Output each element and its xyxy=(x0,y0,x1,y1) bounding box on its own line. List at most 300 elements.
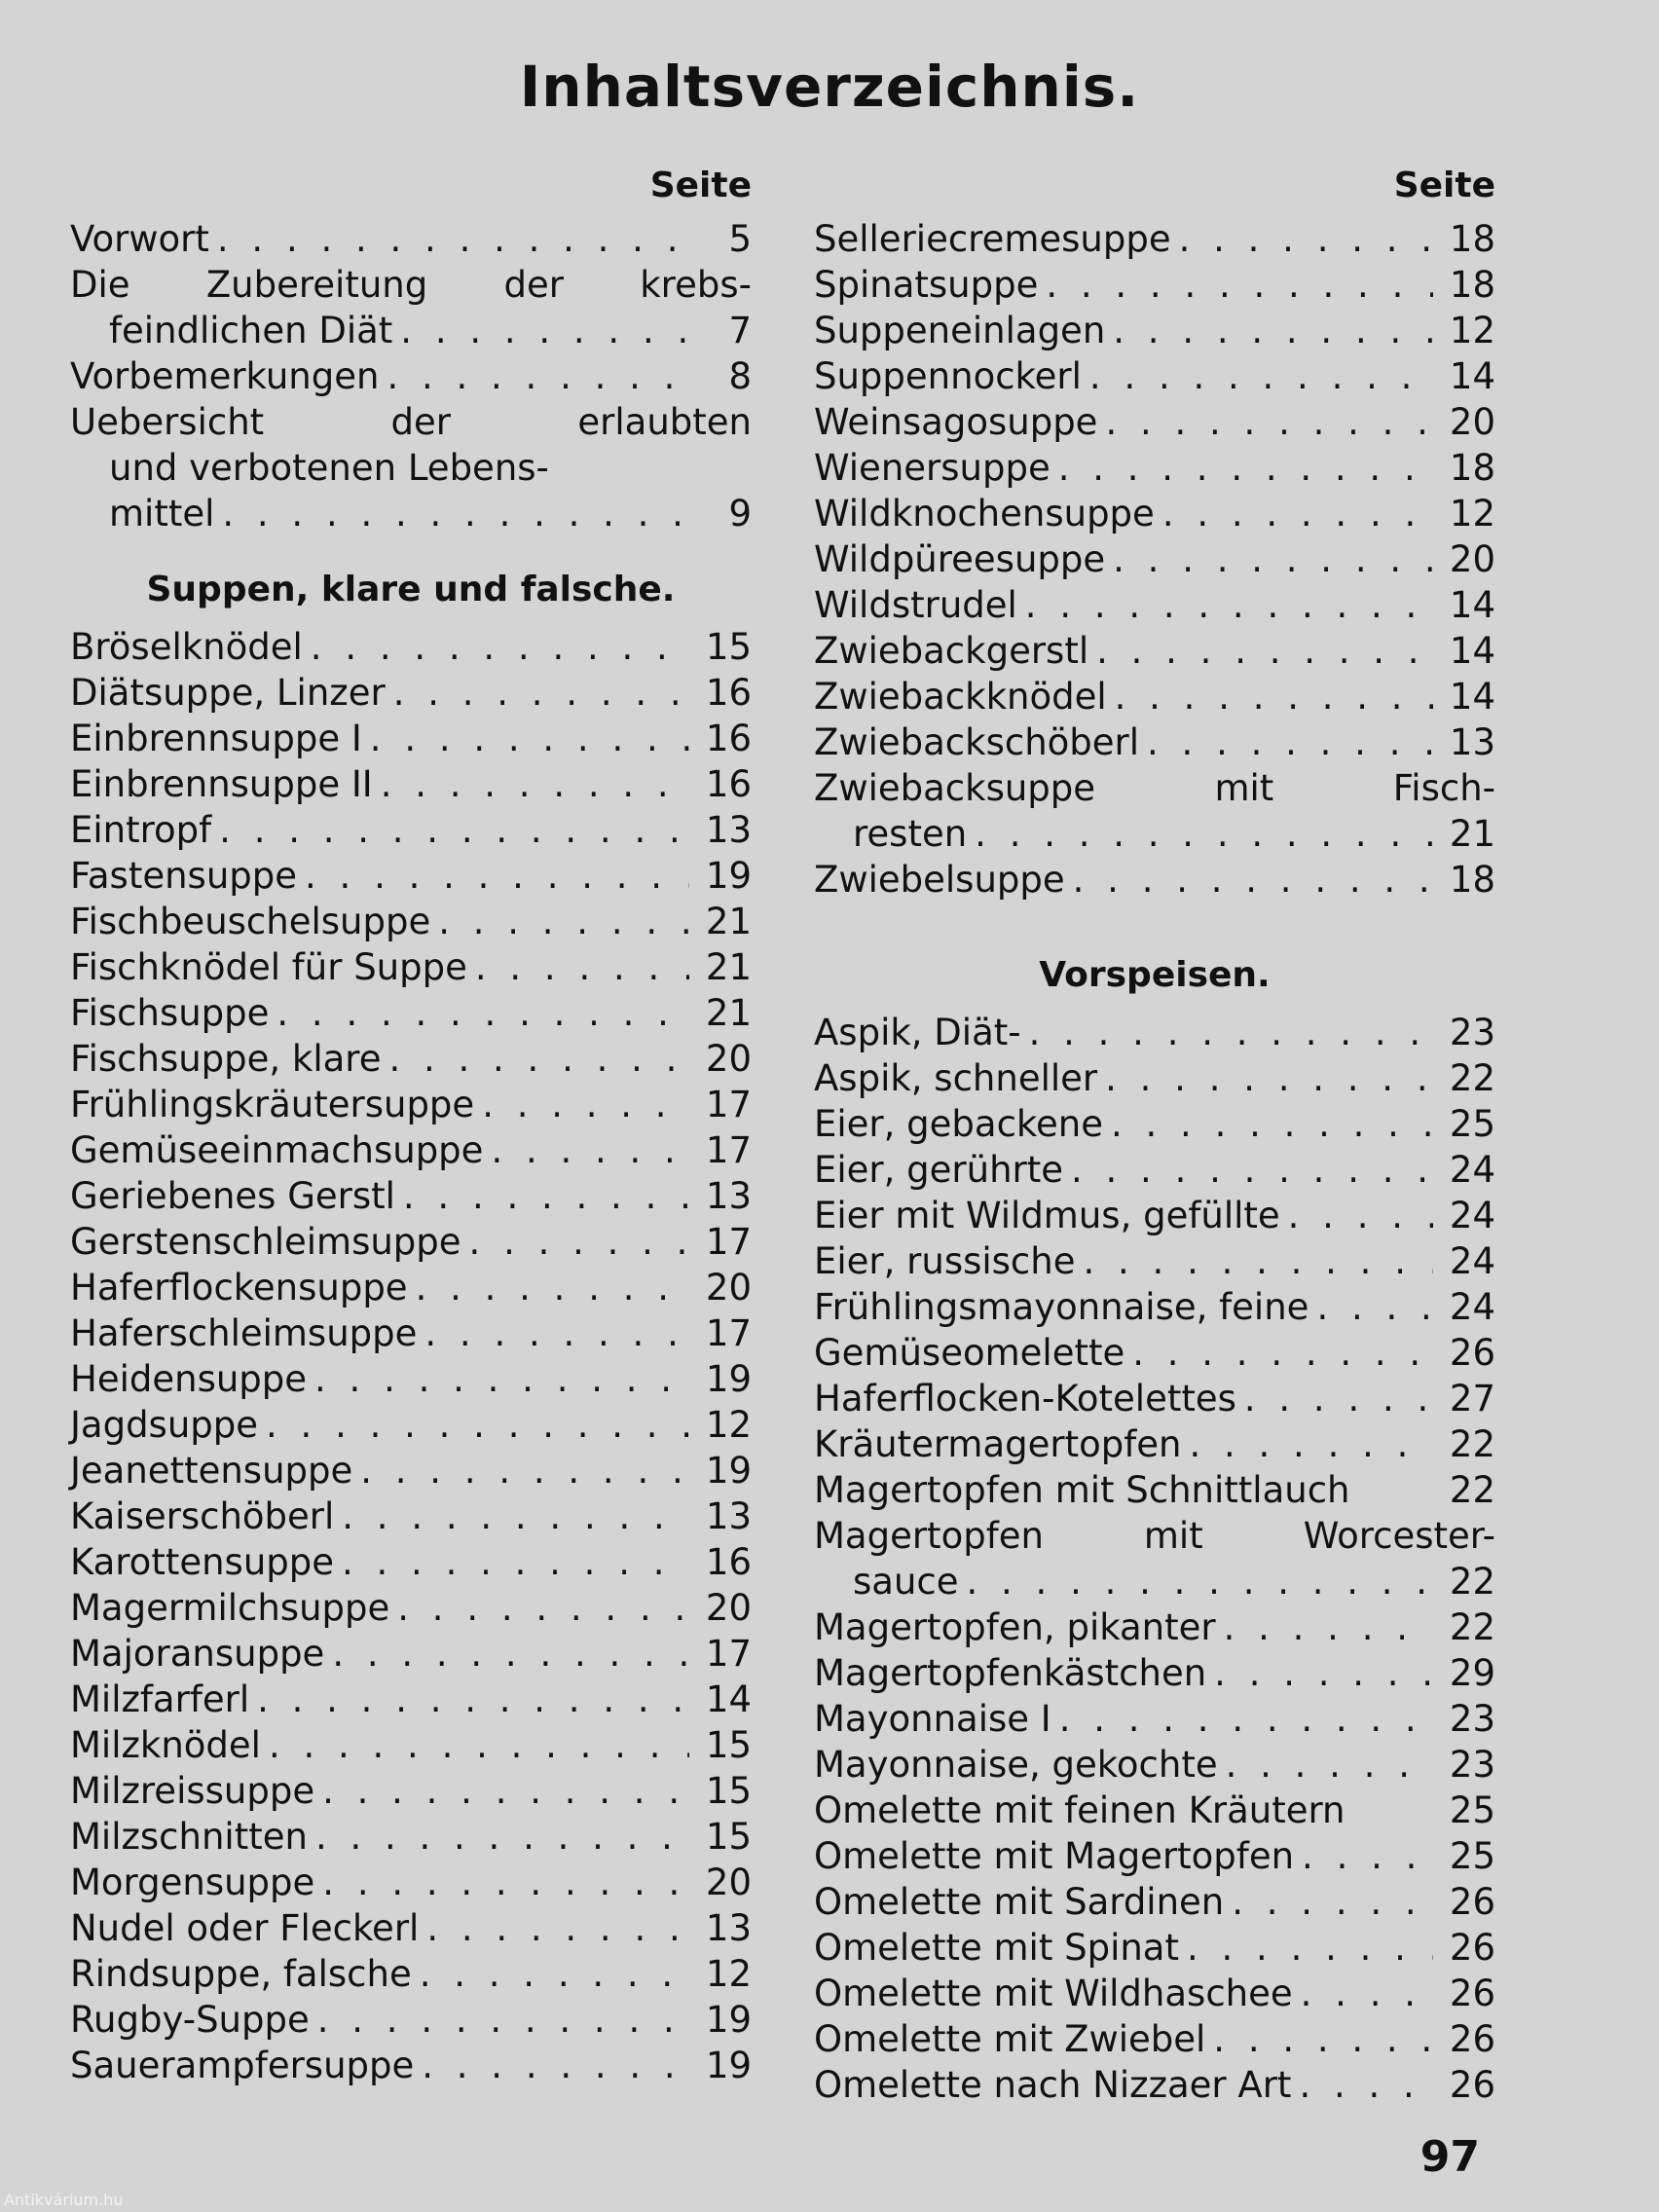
entry-title: Heidensuppe xyxy=(70,1358,308,1400)
entry-page-number: 17 xyxy=(705,1221,752,1263)
dot-leader xyxy=(1218,1742,1433,1788)
toc-entry xyxy=(70,1631,752,1677)
entry-title: Gemüseeinmachsuppe xyxy=(70,1129,484,1171)
entry-page-number: 24 xyxy=(1449,1195,1495,1236)
dot-leader xyxy=(1097,1055,1433,1101)
toc-entry xyxy=(814,491,1495,536)
entry-title: Rindsuppe, falsche xyxy=(70,1953,412,1995)
entry-title: mittel xyxy=(109,493,215,535)
toc-entry xyxy=(70,990,752,1036)
dot-leader xyxy=(1105,536,1433,582)
entry-title: Weinsagosuppe xyxy=(814,401,1098,443)
entry-page-number: 7 xyxy=(728,310,752,351)
entry-page-number: 16 xyxy=(705,763,752,805)
toc-entry xyxy=(814,628,1495,674)
entry-page-number: 14 xyxy=(1449,584,1495,626)
toc-entry xyxy=(814,582,1495,628)
entry-page-number: 26 xyxy=(1449,1972,1495,2014)
dot-leader xyxy=(474,1082,689,1127)
intro-entries xyxy=(70,216,752,536)
toc-line: Magertopfen mit Worcester- xyxy=(814,1515,1495,1557)
toc-entry xyxy=(814,1971,1495,2016)
dot-leader xyxy=(1124,1330,1433,1376)
entry-title: Wienersuppe xyxy=(814,447,1051,489)
dot-leader xyxy=(324,1631,689,1677)
entry-title: Karottensuppe xyxy=(70,1541,335,1583)
entry-page-number: 5 xyxy=(728,218,752,260)
entry-page-number: 20 xyxy=(705,1267,752,1309)
toc-entry xyxy=(814,216,1495,262)
dot-leader xyxy=(1076,1238,1434,1284)
entry-title: Eier, gerührte xyxy=(814,1149,1064,1191)
dot-leader xyxy=(1065,857,1433,903)
entry-title: Fischsuppe, klare xyxy=(70,1038,382,1080)
entry-page-number: 12 xyxy=(1449,493,1495,535)
entry-page-number: 12 xyxy=(1449,310,1495,351)
entry-title: Omelette mit feinen Kräutern xyxy=(814,1789,1346,1831)
entry-title: Fischsuppe xyxy=(70,992,270,1034)
dot-leader xyxy=(1051,445,1433,491)
toc-entry xyxy=(814,536,1495,582)
toc-entry xyxy=(70,670,752,716)
entry-title: Haferflockensuppe xyxy=(70,1267,408,1309)
toc-entry xyxy=(70,2043,752,2088)
toc-line: Uebersicht der erlaubten xyxy=(70,401,752,443)
entry-title: Nudel oder Fleckerl xyxy=(70,1907,420,1949)
entry-page-number: 21 xyxy=(705,901,752,942)
dot-leader xyxy=(967,811,1433,857)
toc-entry xyxy=(814,1467,1495,1513)
entry-title: Frühlingsmayonnaise, feine xyxy=(814,1286,1309,1328)
entry-title: Einbrennsuppe II xyxy=(70,763,373,805)
entry-page-number: 22 xyxy=(1449,1469,1495,1511)
dot-leader xyxy=(362,716,689,761)
entry-title: sauce xyxy=(853,1561,959,1603)
entry-title: Magertopfenkästchen xyxy=(814,1652,1207,1694)
entry-title: Morgensuppe xyxy=(70,1862,315,1903)
toc-entry xyxy=(814,719,1495,765)
toc-entry xyxy=(70,1310,752,1356)
entry-title: Haferschleimsuppe xyxy=(70,1312,418,1354)
entry-page-number: 20 xyxy=(705,1038,752,1080)
dot-leader xyxy=(1179,1925,1433,1971)
toc-entry xyxy=(70,1905,752,1951)
dot-leader xyxy=(412,1951,689,1997)
entry-page-number: 15 xyxy=(705,626,752,668)
dot-leader xyxy=(1082,353,1433,399)
toc-entry xyxy=(70,1722,752,1768)
toc-entry xyxy=(814,674,1495,719)
page-number: 97 xyxy=(1419,2132,1480,2182)
entry-title: Eier mit Wildmus, gefüllte xyxy=(814,1195,1280,1236)
entry-title: Kräutermagertopfen xyxy=(814,1423,1182,1465)
toc-entry xyxy=(814,1742,1495,1788)
entry-title: Majoransuppe xyxy=(70,1633,325,1675)
entry-page-number: 15 xyxy=(705,1816,752,1858)
toc-entry xyxy=(814,399,1495,445)
entry-title: resten xyxy=(853,813,968,855)
entry-page-number: 19 xyxy=(705,855,752,897)
toc-entry xyxy=(814,1193,1495,1238)
entry-page-number: 9 xyxy=(728,493,752,535)
entry-page-number: 14 xyxy=(705,1678,752,1720)
section-title-soups: Suppen, klare und falsche. xyxy=(146,570,676,609)
toc-entry xyxy=(70,716,752,761)
toc-entry xyxy=(70,807,752,853)
toc-entry xyxy=(814,262,1495,308)
entry-page-number: 29 xyxy=(1449,1652,1495,1694)
toc-entry xyxy=(814,1604,1495,1650)
toc-entry xyxy=(814,1788,1495,1833)
dot-leader xyxy=(352,1448,689,1493)
entry-title: Jagdsuppe xyxy=(70,1404,259,1446)
dot-leader xyxy=(959,1559,1433,1604)
toc-entry xyxy=(814,1925,1495,1971)
entry-page-number: 16 xyxy=(705,672,752,714)
dot-leader xyxy=(1021,1010,1433,1055)
toc-entry xyxy=(70,1173,752,1219)
entry-page-number: 15 xyxy=(705,1770,752,1812)
entry-title: Jeanettensuppe xyxy=(70,1450,353,1492)
entry-title: Eier, gebackene xyxy=(814,1103,1103,1145)
toc-entry xyxy=(70,624,752,670)
entry-page-number: 12 xyxy=(705,1953,752,1995)
toc-entry xyxy=(814,2062,1495,2108)
entry-title: Sauerampfersuppe xyxy=(70,2045,415,2086)
dot-leader xyxy=(1291,2062,1433,2108)
entry-title: Omelette mit Sardinen xyxy=(814,1881,1225,1923)
entry-title: Magertopfen mit Schnittlauch xyxy=(814,1469,1350,1511)
dot-leader xyxy=(1155,491,1433,536)
entry-title: Aspik, Diät- xyxy=(814,1012,1021,1053)
entry-page-number: 18 xyxy=(1449,264,1495,306)
entry-title: Wildpüreesuppe xyxy=(814,538,1106,580)
toc-entry xyxy=(70,1265,752,1310)
toc-entry xyxy=(70,1677,752,1722)
toc-entry xyxy=(70,1448,752,1493)
dot-leader xyxy=(1206,1650,1433,1696)
toc-entry xyxy=(814,1833,1495,1879)
dot-leader xyxy=(1088,628,1433,674)
toc-entry xyxy=(814,811,1495,857)
dot-leader xyxy=(1103,1101,1433,1147)
entry-page-number: 26 xyxy=(1449,1927,1495,1969)
entry-title: Omelette nach Nizzaer Art xyxy=(814,2064,1292,2106)
entry-page-number: 14 xyxy=(1449,630,1495,672)
dot-leader xyxy=(1236,1376,1433,1421)
entry-title: Kaiserschöberl xyxy=(70,1495,335,1537)
dot-leader xyxy=(1063,1147,1433,1193)
entry-title: Fischbeuschelsuppe xyxy=(70,901,431,942)
dot-leader xyxy=(249,1677,689,1722)
toc-entry xyxy=(70,1219,752,1265)
dot-leader xyxy=(386,670,689,716)
dot-leader xyxy=(417,1310,689,1356)
entry-page-number: 26 xyxy=(1449,1332,1495,1374)
column-header-right: Seite xyxy=(1393,166,1495,205)
entry-page-number: 16 xyxy=(705,1541,752,1583)
entry-page-number: 26 xyxy=(1449,2064,1495,2106)
entry-title: Milzschnitten xyxy=(70,1816,308,1858)
entry-page-number: 25 xyxy=(1449,1789,1495,1831)
dot-leader xyxy=(214,491,689,536)
entry-title: Wildstrudel xyxy=(814,584,1017,626)
toc-entry xyxy=(814,1055,1495,1101)
soup-entries-left xyxy=(70,624,752,2088)
entry-page-number: 19 xyxy=(705,2045,752,2086)
dot-leader xyxy=(408,1265,689,1310)
dot-leader xyxy=(414,2043,689,2088)
dot-leader xyxy=(1107,674,1433,719)
toc-entry xyxy=(70,853,752,899)
entry-page-number: 22 xyxy=(1449,1057,1495,1099)
entry-page-number: 14 xyxy=(1449,355,1495,397)
dot-leader xyxy=(1105,308,1433,353)
toc-entry xyxy=(814,1330,1495,1376)
toc-column-left xyxy=(70,156,752,2088)
entry-page-number: 26 xyxy=(1449,1881,1495,1923)
entry-page-number: 22 xyxy=(1449,1561,1495,1603)
entry-page-number: 17 xyxy=(705,1312,752,1354)
toc-entry xyxy=(814,353,1495,399)
entry-title: Omelette mit Wildhaschee xyxy=(814,1972,1293,2014)
dot-leader xyxy=(303,624,689,670)
entry-page-number: 20 xyxy=(1449,538,1495,580)
toc-line: und verbotenen Lebens- xyxy=(109,447,549,489)
toc-entry xyxy=(814,1421,1495,1467)
entry-title: Selleriecremesuppe xyxy=(814,218,1171,260)
toc-entry xyxy=(814,308,1495,353)
dot-leader xyxy=(379,353,689,399)
toc-entry xyxy=(70,1768,752,1814)
toc-entry xyxy=(814,857,1495,903)
dot-leader xyxy=(373,761,689,807)
toc-entry xyxy=(814,1284,1495,1330)
dot-leader xyxy=(1139,719,1433,765)
dot-leader xyxy=(395,1173,689,1219)
dot-leader xyxy=(310,1997,689,2043)
column-header-left: Seite xyxy=(649,166,752,205)
entry-title: Magertopfen, pikanter xyxy=(814,1606,1216,1648)
entry-page-number: 13 xyxy=(1449,721,1495,763)
entry-title: Suppeneinlagen xyxy=(814,310,1106,351)
entry-page-number: 17 xyxy=(705,1084,752,1125)
entry-title: Zwiebelsuppe xyxy=(814,859,1065,901)
toc-line: Die Zubereitung der krebs- xyxy=(70,264,752,306)
entry-title: Diätsuppe, Linzer xyxy=(70,672,386,714)
entry-page-number: 16 xyxy=(705,718,752,759)
entry-title: Vorwort xyxy=(70,218,209,260)
entry-page-number: 21 xyxy=(1449,813,1495,855)
entry-page-number: 20 xyxy=(705,1862,752,1903)
entry-page-number: 24 xyxy=(1449,1240,1495,1282)
dot-leader xyxy=(307,1356,689,1402)
toc-entry xyxy=(814,2016,1495,2062)
dot-leader xyxy=(381,1036,689,1082)
entry-page-number: 13 xyxy=(705,1495,752,1537)
toc-entry xyxy=(70,1814,752,1860)
entry-title: Suppennockerl xyxy=(814,355,1082,397)
dot-leader xyxy=(1017,582,1433,628)
toc-line: Zwiebacksuppe mit Fisch- xyxy=(814,767,1495,809)
dot-leader xyxy=(1294,1833,1433,1879)
toc-entry xyxy=(70,1951,752,1997)
toc-entry xyxy=(814,445,1495,491)
dot-leader xyxy=(1309,1284,1433,1330)
entry-page-number: 18 xyxy=(1449,447,1495,489)
entry-title: Fischknödel für Suppe xyxy=(70,946,467,988)
toc-entry xyxy=(814,1376,1495,1421)
entry-page-number: 18 xyxy=(1449,859,1495,901)
toc-entry xyxy=(814,1650,1495,1696)
entry-title: Aspik, schneller xyxy=(814,1057,1098,1099)
dot-leader xyxy=(1216,1604,1433,1650)
toc-entry xyxy=(814,1238,1495,1284)
entry-title: Einbrennsuppe I xyxy=(70,718,362,759)
entry-title: Omelette mit Magertopfen xyxy=(814,1835,1295,1877)
entry-title: Bröselknödel xyxy=(70,626,303,668)
entry-page-number: 23 xyxy=(1449,1012,1495,1053)
entry-title: Gerstenschleimsuppe xyxy=(70,1221,461,1263)
entry-page-number: 8 xyxy=(728,355,752,397)
toc-entry xyxy=(70,353,752,399)
page-title: Inhaltsverzeichnis. xyxy=(519,54,1140,120)
toc-entry xyxy=(70,899,752,944)
toc-entry xyxy=(814,1879,1495,1925)
entry-page-number: 20 xyxy=(1449,401,1495,443)
toc-entry xyxy=(70,1036,752,1082)
dot-leader xyxy=(334,1539,689,1585)
entry-page-number: 19 xyxy=(705,1358,752,1400)
entry-title: Vorbemerkungen xyxy=(70,355,380,397)
entry-title: Zwiebackknödel xyxy=(814,676,1107,718)
dot-leader xyxy=(211,807,689,853)
entry-page-number: 22 xyxy=(1449,1606,1495,1648)
dot-leader xyxy=(258,1402,689,1448)
toc-entry xyxy=(70,216,752,262)
dot-leader xyxy=(1181,1421,1433,1467)
entry-title: Magermilchsuppe xyxy=(70,1587,390,1629)
toc-column-right xyxy=(814,156,1495,2108)
toc-entry xyxy=(70,944,752,990)
entry-page-number: 15 xyxy=(705,1724,752,1766)
toc-entry xyxy=(814,1559,1495,1604)
entry-title: Gemüseomelette xyxy=(814,1332,1125,1374)
toc-entry xyxy=(70,1356,752,1402)
dot-leader xyxy=(1051,1696,1433,1742)
entry-page-number: 20 xyxy=(705,1587,752,1629)
entry-title: Zwiebackgerstl xyxy=(814,630,1089,672)
dot-leader xyxy=(314,1768,689,1814)
toc-entry xyxy=(70,1539,752,1585)
dot-leader xyxy=(483,1127,689,1173)
entry-title: Eintropf xyxy=(70,809,212,851)
dot-leader xyxy=(297,853,689,899)
entry-page-number: 17 xyxy=(705,1633,752,1675)
entry-title: Haferflocken-Kotelettes xyxy=(814,1378,1236,1419)
entry-title: Spinatsuppe xyxy=(814,264,1039,306)
entry-page-number: 23 xyxy=(1449,1698,1495,1740)
entry-page-number: 19 xyxy=(705,1450,752,1492)
entry-page-number: 13 xyxy=(705,809,752,851)
dot-leader xyxy=(1280,1193,1433,1238)
dot-leader xyxy=(209,216,689,262)
soup-entries-right xyxy=(814,216,1495,903)
entry-title: Geriebenes Gerstl xyxy=(70,1175,395,1217)
starter-entries xyxy=(814,1010,1495,2108)
toc-entry xyxy=(814,1010,1495,1055)
toc-entry xyxy=(70,491,752,536)
entry-page-number: 19 xyxy=(705,1999,752,2041)
dot-leader xyxy=(430,899,689,944)
entry-title: Wildknochensuppe xyxy=(814,493,1155,535)
entry-title: Milzfarferl xyxy=(70,1678,250,1720)
dot-leader xyxy=(461,1219,689,1265)
entry-page-number: 22 xyxy=(1449,1423,1495,1465)
entry-title: Mayonnaise, gekochte xyxy=(814,1744,1218,1786)
dot-leader xyxy=(1038,262,1433,308)
dot-leader xyxy=(1224,1879,1433,1925)
entry-title: Omelette mit Spinat xyxy=(814,1927,1179,1969)
entry-title: Milzknödel xyxy=(70,1724,261,1766)
dot-leader xyxy=(261,1722,689,1768)
entry-page-number: 14 xyxy=(1449,676,1495,718)
toc-entry xyxy=(70,1997,752,2043)
toc-entry xyxy=(70,1493,752,1539)
dot-leader xyxy=(269,990,689,1036)
dot-leader xyxy=(1293,1971,1433,2016)
dot-leader xyxy=(419,1905,689,1951)
toc-entry xyxy=(70,1860,752,1905)
toc-entry xyxy=(814,1696,1495,1742)
toc-entry xyxy=(70,761,752,807)
section-title-starters: Vorspeisen. xyxy=(1039,955,1271,995)
entry-title: Rugby-Suppe xyxy=(70,1999,310,2041)
entry-title: Fastensuppe xyxy=(70,855,298,897)
toc-entry xyxy=(70,1402,752,1448)
entry-page-number: 24 xyxy=(1449,1286,1495,1328)
dot-leader xyxy=(389,1585,689,1631)
dot-leader xyxy=(1205,2016,1433,2062)
entry-title: Milzreissuppe xyxy=(70,1770,315,1812)
entry-page-number: 21 xyxy=(705,992,752,1034)
entry-page-number: 26 xyxy=(1449,2018,1495,2060)
watermark: Antikvárium.hu xyxy=(4,2191,124,2209)
entry-page-number: 24 xyxy=(1449,1149,1495,1191)
entry-title: Eier, russische xyxy=(814,1240,1076,1282)
toc-entry xyxy=(70,1127,752,1173)
toc-entry xyxy=(70,1082,752,1127)
entry-page-number: 23 xyxy=(1449,1744,1495,1786)
dot-leader xyxy=(1097,399,1433,445)
toc-entry xyxy=(70,1585,752,1631)
entry-page-number: 25 xyxy=(1449,1103,1495,1145)
entry-title: Zwiebackschöberl xyxy=(814,721,1140,763)
entry-title: Omelette mit Zwiebel xyxy=(814,2018,1206,2060)
dot-leader xyxy=(314,1860,689,1905)
dot-leader xyxy=(1171,216,1433,262)
toc-entry xyxy=(814,1147,1495,1193)
dot-leader xyxy=(334,1493,689,1539)
entry-page-number: 17 xyxy=(705,1129,752,1171)
toc-entry xyxy=(70,308,752,353)
dot-leader xyxy=(392,308,689,353)
entry-title: Mayonnaise I xyxy=(814,1698,1051,1740)
entry-page-number: 21 xyxy=(705,946,752,988)
dot-leader xyxy=(467,944,689,990)
entry-title: Frühlingskräutersuppe xyxy=(70,1084,475,1125)
entry-page-number: 12 xyxy=(705,1404,752,1446)
